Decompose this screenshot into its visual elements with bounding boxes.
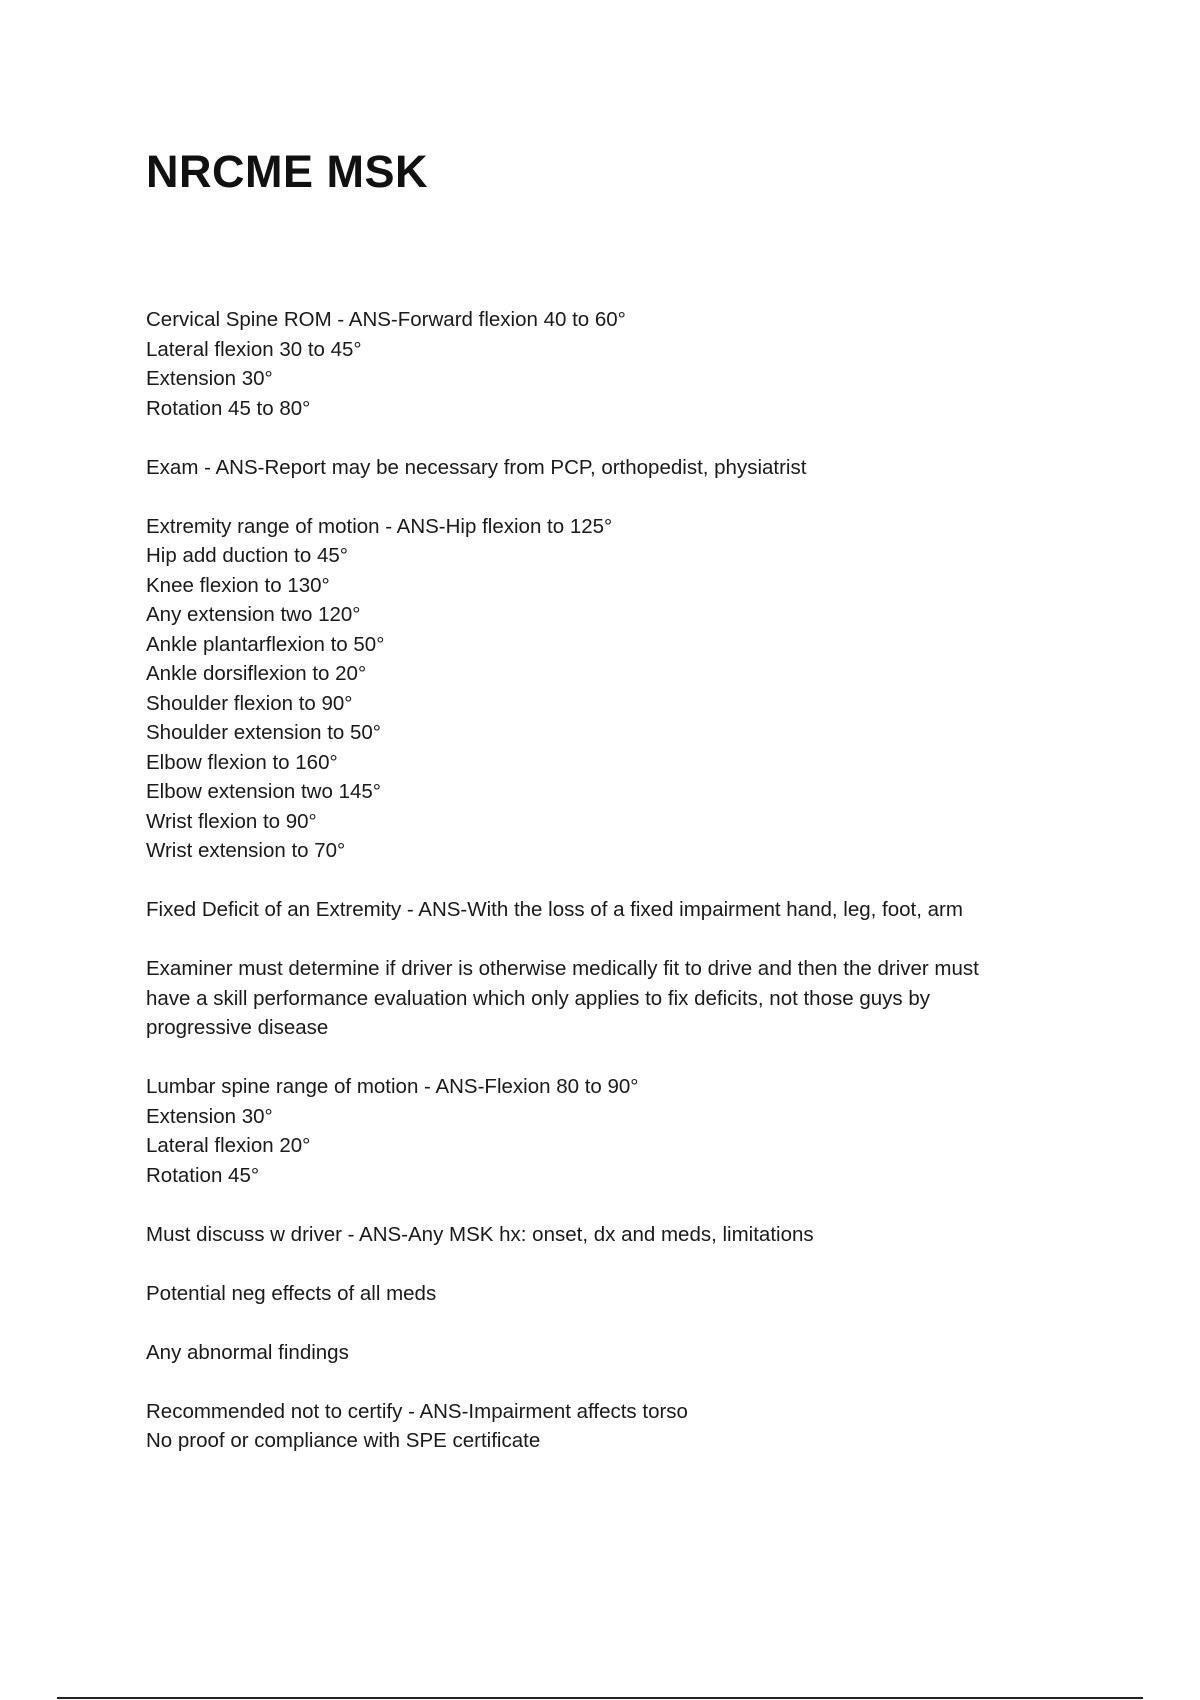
text-line: Exam - ANS-Report may be necessary from PCP, orthopedist, physiatrist [146, 455, 807, 479]
text-line: Elbow flexion to 160° [146, 750, 338, 774]
paragraph-cervical-spine [146, 305, 1076, 423]
footer-divider [57, 1697, 1143, 1699]
text-line: progressive disease [146, 1016, 329, 1039]
text-line: Knee flexion to 130° [146, 573, 330, 597]
text-line: Wrist extension to 70° [146, 839, 346, 862]
text-line: Elbow extension two 145° [146, 780, 381, 803]
page-title: NRCME MSK [146, 146, 428, 197]
paragraph-extremity-rom [146, 512, 1076, 866]
text-line: Shoulder flexion to 90° [146, 691, 353, 715]
text-line: Any extension two 120° [146, 603, 361, 626]
text-line: Recommended not to certify - ANS-Impairment affects torso [146, 1399, 688, 1423]
paragraph-lumbar-spine [146, 1072, 1076, 1190]
text-line: Examiner must determine if driver is otherwise medically fit to drive and then the driver must [146, 957, 979, 980]
text-line: Extension 30° [146, 367, 273, 390]
text-line: Cervical Spine ROM - ANS-Forward flexion 40 to 60° [146, 308, 626, 331]
text-line: Must discuss w driver - ANS-Any MSK hx: onset, dx and meds, limitations [146, 1222, 814, 1246]
text-line: Ankle dorsiflexion to 20° [146, 662, 367, 685]
text-line: Extremity range of motion - ANS-Hip flexion to 125° [146, 514, 613, 538]
paragraph-fixed-deficit [146, 895, 1076, 925]
text-line: No proof or compliance with SPE certificate [146, 1429, 541, 1452]
text-line: Extension 30° [146, 1104, 273, 1128]
text-line: Lateral flexion 30 to 45° [146, 337, 362, 361]
text-line: Potential neg effects of all meds [146, 1281, 437, 1305]
text-line: Lateral flexion 20° [146, 1134, 311, 1157]
text-line: Hip add duction to 45° [146, 544, 348, 567]
paragraph-abnormal-findings [146, 1338, 1076, 1368]
text-line: have a skill performance evaluation which only applies to fix deficits, not those guys by [146, 986, 930, 1010]
text-line: Lumbar spine range of motion - ANS-Flexion 80 to 90° [146, 1075, 639, 1098]
paragraph-examiner-determination [146, 954, 1076, 1043]
text-line: Wrist flexion to 90° [146, 809, 317, 833]
text-line: Rotation 45 to 80° [146, 396, 311, 420]
paragraph-must-discuss [146, 1220, 1076, 1250]
document-body [146, 305, 1076, 1485]
text-line: Shoulder extension to 50° [146, 721, 381, 744]
paragraph-not-certify [146, 1397, 1076, 1456]
text-line: Ankle plantarflexion to 50° [146, 632, 385, 656]
text-line: Rotation 45° [146, 1163, 260, 1187]
text-line: Any abnormal findings [146, 1340, 349, 1364]
text-line: Fixed Deficit of an Extremity - ANS-With the loss of a fixed impairment hand, leg, foot, arm [146, 898, 963, 921]
paragraph-med-effects [146, 1279, 1076, 1309]
paragraph-exam [146, 453, 1076, 483]
